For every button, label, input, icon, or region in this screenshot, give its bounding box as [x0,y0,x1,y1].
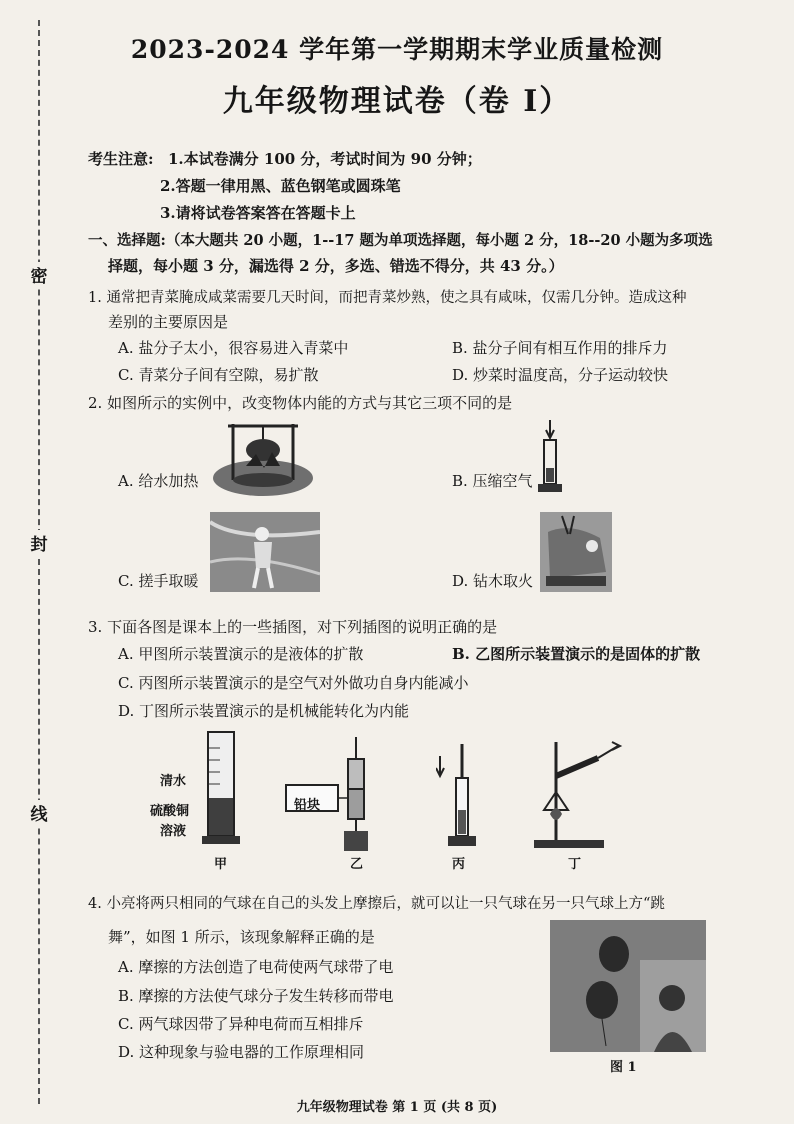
balloons-photo [550,920,706,1052]
q4-option-c: C. 两气球因带了异种电荷而互相排斥 [118,1015,364,1033]
compress-air-illustration [530,418,570,496]
label-lead-block: 铅块 [294,798,321,813]
q2-option-d: D. 钻木取火 [452,572,534,590]
section-line-1: 一、选择题:（本大题共 20 小题，1--17 题为单项选择题，每小题 2 分，18--20 小题为多项选 [88,232,713,249]
q4-option-d: D. 这种现象与验电器的工作原理相同 [118,1043,365,1061]
label-bing: 丙 [452,857,466,872]
notice-item-1: 1.本试卷满分 100 分，考试时间为 90 分钟； [168,150,482,168]
drilling-wood-fire-illustration [540,512,612,592]
exam-title: 2023-2024 学年第一学期期末学业质量检测 [130,35,664,64]
q1-stem-2: 差别的主要原因是 [108,313,229,331]
section-line-2: 择题，每小题 3 分，漏选得 2 分，多选、错选不得分，共 43 分。） [108,257,564,275]
q3-option-b: B. 乙图所示装置演示的是固体的扩散 [452,645,701,663]
page-footer: 九年级物理试卷 第 1 页 (共 8 页) [296,1100,498,1115]
q4-option-a: A. 摩擦的方法创造了电荷使两气球带了电 [118,958,394,976]
seal-char-mi: 密 [26,262,52,287]
q1-option-a: A. 盐分子太小，很容易进入青菜中 [118,339,349,357]
rubbing-hands-illustration [210,512,320,592]
label-jia: 甲 [214,857,228,872]
q3-option-d: D. 丁图所示装置演示的是机械能转化为内能 [118,702,410,720]
notice-label: 考生注意: [88,150,154,168]
notice-item-3: 3.请将试卷答案答在答题卡上 [160,204,356,222]
label-water: 清水 [160,774,187,789]
q4-option-b: B. 摩擦的方法使气球分子发生转移而带电 [118,987,394,1005]
q1-option-b: B. 盐分子间有相互作用的排斥力 [452,339,668,357]
q3-option-a: A. 甲图所示装置演示的是液体的扩散 [118,645,364,663]
seal-char-feng: 封 [26,530,52,555]
q3-option-c: C. 丙图所示装置演示的是空气对外做功自身内能减小 [118,674,469,692]
label-solution: 溶液 [160,824,187,839]
q1-option-c: C. 青菜分子间有空隙，易扩散 [118,366,319,384]
kettle-fire-illustration [208,418,318,500]
q2-stem: 2. 如图所示的实例中，改变物体内能的方式与其它三项不同的是 [88,394,513,412]
q4-stem-2: 舞”，如图 1 所示，该现象解释正确的是 [108,928,375,946]
liquid-diffusion-cylinder [200,728,244,848]
exam-subtitle: 九年级物理试卷（卷 I） [222,84,572,119]
q1-stem-1: 1. 通常把青菜腌成咸菜需要几天时间，而把青菜炒熟，使之具有咸味，仅需几分钟。造成这种 [88,290,687,306]
seal-char-xian: 线 [26,800,52,825]
air-compression-cylinder [436,742,486,850]
q2-option-b: B. 压缩空气 [452,472,533,490]
test-tube-stand-illustration [526,736,626,852]
q2-option-c: C. 搓手取暖 [118,572,199,590]
q1-option-d: D. 炒菜时温度高，分子运动较快 [452,366,669,384]
q4-stem-1: 4. 小亮将两只相同的气球在自己的头发上摩擦后，就可以让一只气球在另一只气球上方“跳 [88,896,665,912]
figure-1-caption: 图 1 [610,1060,637,1075]
label-copper-sulfate: 硫酸铜 [150,804,190,819]
notice-item-2: 2.答题一律用黑、蓝色钢笔或圆珠笔 [160,177,401,195]
label-ding: 丁 [568,857,582,872]
q3-stem: 3. 下面各图是课本上的一些插图，对下列插图的说明正确的是 [88,618,498,636]
q2-option-a: A. 给水加热 [118,472,199,490]
label-yi: 乙 [350,857,364,872]
seal-dashed-line [38,20,40,1104]
